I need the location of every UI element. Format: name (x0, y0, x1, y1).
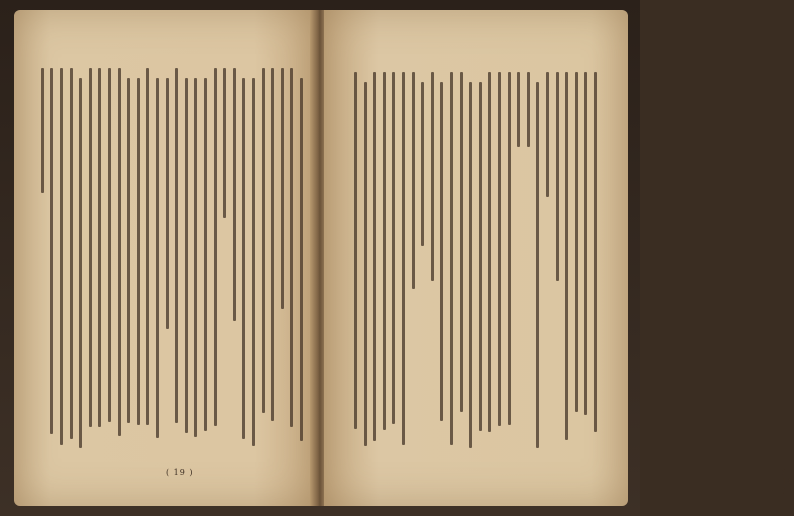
text-column (364, 82, 367, 446)
text-column (584, 72, 587, 415)
text-column (262, 68, 265, 413)
text-column (517, 72, 520, 147)
text-column (50, 68, 53, 434)
text-column (89, 68, 92, 427)
text-column (156, 78, 159, 438)
left-page-number: ( 19 ) (166, 468, 194, 477)
text-column (354, 72, 357, 429)
text-column (223, 68, 226, 218)
text-column (127, 78, 130, 423)
text-column (118, 68, 121, 436)
text-column (440, 82, 443, 421)
text-column (166, 78, 169, 329)
text-column (300, 78, 303, 441)
text-column (383, 72, 386, 430)
left-page (14, 10, 314, 506)
text-column (185, 78, 188, 433)
text-column (460, 72, 463, 412)
text-column (146, 68, 149, 425)
text-column (41, 68, 44, 193)
right-page-number: ( 18 ) (782, 468, 794, 495)
text-column (242, 78, 245, 439)
text-column (402, 72, 405, 445)
text-column (421, 82, 424, 246)
text-column (556, 72, 559, 281)
text-column (488, 72, 491, 432)
text-column (431, 72, 434, 281)
text-column (392, 72, 395, 424)
text-column (70, 68, 73, 439)
text-column (290, 68, 293, 427)
text-column (373, 72, 376, 441)
text-column (214, 68, 217, 426)
text-column (565, 72, 568, 440)
text-column (271, 68, 274, 421)
text-column (527, 72, 530, 147)
text-column (137, 78, 140, 425)
text-column (508, 72, 511, 425)
text-column (204, 78, 207, 431)
text-column (546, 72, 549, 197)
text-column (233, 68, 236, 321)
text-column (594, 72, 597, 432)
right-page (324, 10, 794, 506)
text-column (252, 78, 255, 446)
text-column (469, 82, 472, 448)
text-column (194, 78, 197, 437)
text-column (412, 72, 415, 289)
text-column (98, 68, 101, 427)
text-column (175, 68, 178, 423)
text-column (60, 68, 63, 445)
text-column (575, 72, 578, 412)
text-column (79, 78, 82, 448)
text-column (479, 82, 482, 431)
text-column (108, 68, 111, 422)
text-column (281, 68, 284, 309)
text-column (536, 82, 539, 448)
text-column (450, 72, 453, 445)
text-column (498, 72, 501, 426)
